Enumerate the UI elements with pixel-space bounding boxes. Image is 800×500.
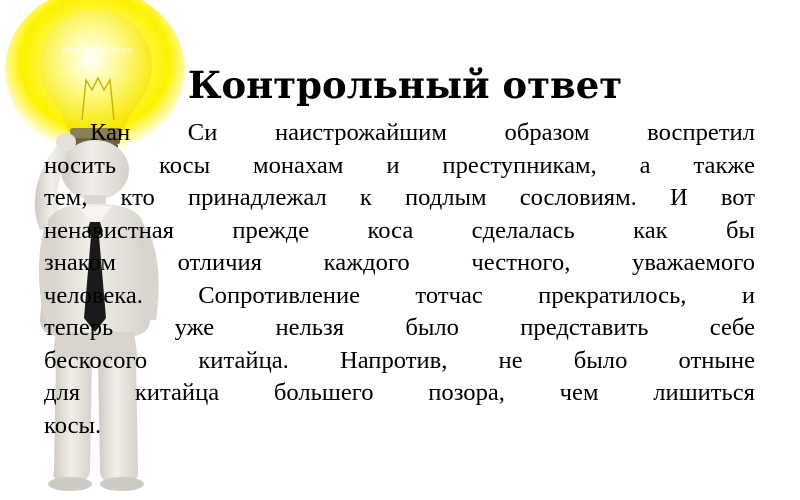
paragraph-line: человека. Сопротивление тотчас прекратилось, и xyxy=(44,281,755,309)
paragraph-line: знаком отличия каждого честного, уважаемого xyxy=(44,249,755,276)
paragraph-line: тем, кто принадлежал к подлым сословиям. И вот xyxy=(44,184,755,211)
body-paragraph xyxy=(44,117,755,442)
slide-title: Контрольный ответ xyxy=(187,62,623,107)
paragraph-line: косы. xyxy=(44,411,102,439)
paragraph-line: теперь уже нельзя было представить себе xyxy=(44,314,755,341)
watermark: depositphotos xyxy=(62,46,133,56)
paragraph-line: ненавистная прежде коса сделалась как бы xyxy=(44,216,755,244)
paragraph-line: носить косы монахам и преступникам, а также xyxy=(44,151,755,179)
paragraph-line: бескосого китайца. Напротив, не было отныне xyxy=(44,346,755,374)
paragraph-line: для китайца большего позора, чем лишиться xyxy=(44,379,755,406)
paragraph-line: Кан Си наистрожайшим образом воспретил xyxy=(90,119,755,146)
